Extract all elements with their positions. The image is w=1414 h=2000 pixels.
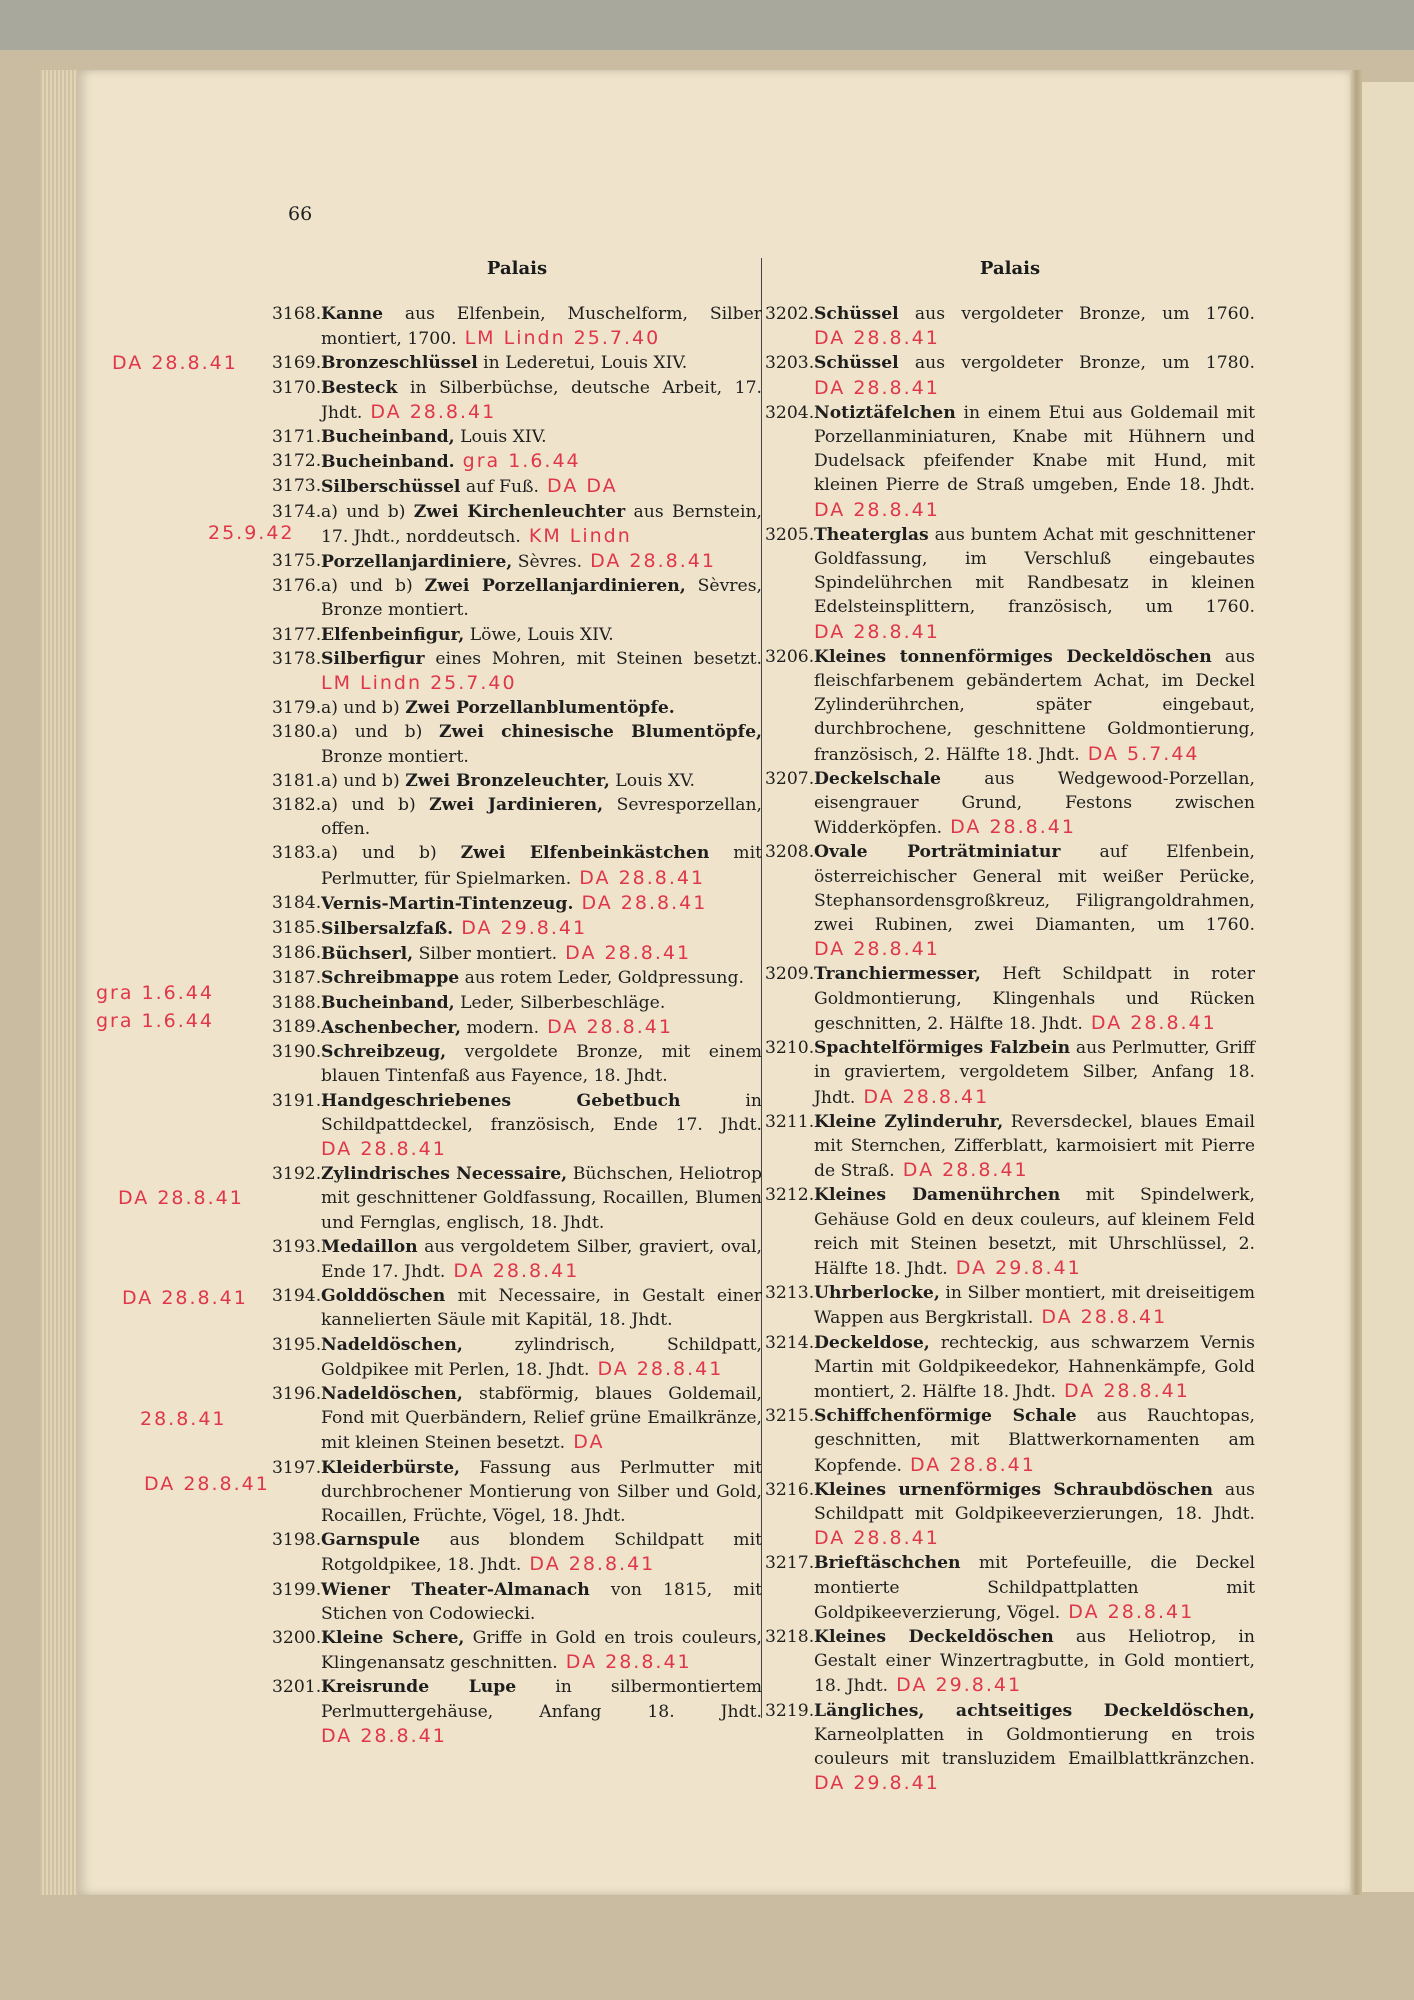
entry-number: 3175. — [272, 551, 322, 572]
entry-number: 3203. — [765, 353, 815, 374]
entry-number: 3168. — [272, 304, 322, 324]
entry-description: in Silberbüchse, deutsche Arbeit, 17. Jhdt. — [321, 377, 762, 423]
handwritten-annotation: DA 28.8.41 — [589, 1357, 724, 1380]
entry-description: aus Heliotrop, in Gestalt einer Winzertragbutte, in Gold montiert, 18. Jhdt. — [814, 1626, 1255, 1697]
handwritten-annotation: DA 28.8.41 — [814, 327, 940, 350]
entry-title: Spachtelförmiges Falzbein — [814, 1038, 1071, 1059]
entry-description: Silber montiert. — [413, 944, 558, 965]
entry-number: 3173. — [272, 476, 322, 497]
handwritten-annotation: DA 28.8.41 — [582, 550, 716, 573]
catalogue-entry — [272, 574, 762, 622]
catalogue-entry — [765, 962, 1255, 1036]
entry-title: Medaillon — [321, 1236, 418, 1257]
entry-title: Golddöschen — [321, 1286, 446, 1307]
catalogue-entry — [765, 767, 1255, 841]
catalogue-entry — [272, 1015, 762, 1040]
entry-number: 3200. — [272, 1627, 322, 1648]
entry-number: 3184. — [272, 892, 322, 913]
entry-title: Silberschüssel — [321, 477, 461, 498]
catalogue-entry — [272, 941, 762, 966]
catalogue-entry — [765, 1551, 1255, 1625]
handwritten-annotation: DA 28.8.41 — [521, 1553, 656, 1576]
handwritten-annotation: LM Lindn 25.7.40 — [321, 672, 517, 695]
catalogue-entry — [272, 474, 762, 499]
entry-number: 3197. — [272, 1457, 322, 1478]
handwritten-annotation: DA 28.8.41 — [1033, 1306, 1168, 1329]
entry-title: Wiener Theater-Almanach — [321, 1579, 590, 1600]
entry-number: 3207. — [765, 768, 815, 789]
entry-title: Nadeldöschen, — [321, 1334, 463, 1355]
entry-number: 3193. — [272, 1236, 322, 1257]
margin-annotation: DA 28.8.41 — [144, 1473, 270, 1495]
entry-description: modern. — [461, 1017, 540, 1038]
entry-title: Kreisrunde Lupe — [321, 1677, 517, 1698]
entry-title: Schreibzeug, — [321, 1042, 447, 1063]
handwritten-annotation: DA 28.8.41 — [539, 1015, 673, 1038]
handwritten-annotation: DA 28.8.41 — [557, 1651, 692, 1674]
entry-title: Handgeschriebenes Gebetbuch — [321, 1090, 681, 1111]
catalogue-entry — [765, 840, 1255, 962]
entry-description: a) und b) Zwei Porzellanblumentöpfe. — [321, 698, 675, 719]
catalogue-entry — [272, 425, 762, 449]
entry-description: a) und b) Zwei Bronzeleuchter, Louis XV. — [321, 770, 696, 791]
catalogue-entry — [272, 647, 762, 696]
margin-annotation: 28.8.41 — [140, 1408, 227, 1430]
catalogue-entry — [272, 1382, 762, 1456]
entry-number: 3190. — [272, 1042, 322, 1063]
entry-title: Bucheinband, — [321, 427, 455, 448]
entry-number: 3196. — [272, 1383, 322, 1404]
entry-number: 3208. — [765, 842, 815, 863]
handwritten-annotation: DA 28.8.41 — [894, 1159, 1029, 1182]
entry-description: Löwe, Louis XIV. — [464, 624, 614, 645]
entry-title: Bucheinband, — [321, 992, 455, 1013]
entry-description: aus Perlmutter, Griff in graviertem, vergoldetem Silber, Anfang 18. Jhdt. — [814, 1038, 1256, 1108]
entry-number: 3178. — [272, 648, 322, 669]
entry-number: 3180. — [272, 722, 322, 743]
margin-annotation: 25.9.42 — [208, 522, 295, 544]
entry-description: Leder, Silberbeschläge. — [454, 992, 666, 1013]
handwritten-annotation: DA 28.8.41 — [814, 1527, 940, 1550]
handwritten-annotation: DA 28.8.41 — [362, 400, 497, 423]
catalogue-entry — [765, 1699, 1255, 1797]
entry-description: in silbermontiertem Perlmuttergehäuse, Anfang 18. Jhdt. — [321, 1677, 762, 1722]
entry-title: Schreibmappe — [321, 968, 460, 989]
entry-description: in Schildpattdeckel, französisch, Ende 17. Jhdt. — [321, 1090, 762, 1135]
handwritten-annotation: KM Lindn — [520, 524, 632, 547]
handwritten-annotation: DA — [565, 1431, 605, 1454]
catalogue-entry — [765, 1478, 1255, 1552]
catalogue-entry — [272, 966, 762, 990]
catalogue-entry — [272, 891, 762, 916]
entry-number: 3205. — [765, 524, 815, 545]
catalogue-entry — [272, 916, 762, 941]
handwritten-annotation: DA 28.8.41 — [814, 498, 940, 521]
entry-number: 3186. — [272, 943, 322, 964]
entry-description: aus Rauchtopas, geschnitten, mit Blattwerkornamenten am Kopfende. — [814, 1406, 1255, 1476]
entry-number: 3198. — [272, 1530, 322, 1551]
catalogue-entry — [272, 1456, 762, 1529]
entry-description: aus vergoldeter Bronze, um 1780. — [898, 353, 1255, 374]
entry-title: Kleines urnenförmiges Schraubdöschen — [814, 1479, 1214, 1500]
entry-title: Garnspule — [321, 1530, 421, 1551]
catalogue-entry — [272, 1162, 762, 1235]
entry-description: rechteckig, aus schwarzem Vernis Martin mit Goldpikeedekor, Hahnenkämpfe, Gold montiert, 2. Hälfte 18. Jhdt. — [814, 1332, 1255, 1402]
entry-description: Griffe in Gold en trois couleurs, Klingenansatz geschnitten. — [321, 1627, 762, 1674]
handwritten-annotation: DA 29.8.41 — [453, 917, 588, 940]
entry-description: Reversdeckel, blaues Email mit Sternchen, Zifferblatt, karmoisiert mit Pierre de Straß. — [814, 1111, 1255, 1182]
catalogue-entry — [765, 1281, 1255, 1330]
handwritten-annotation: DA DA — [538, 475, 618, 498]
entry-description: auf Elfenbein, österreichischer General mit weißer Perücke, Stephansordensgroßkreuz, Filigrangoldrahmen, zwei Rubinen, zwei Diamanten, um 1760. — [814, 842, 1255, 936]
catalogue-entry — [765, 351, 1255, 400]
catalogue-entry — [272, 449, 762, 474]
entry-description: Fassung aus Perlmutter mit durchbrochener Montierung von Silber und Gold, Rocaillen, Früchte, Vögel, 18. Jhdt. — [321, 1457, 762, 1526]
catalogue-entry — [272, 841, 762, 890]
entry-description: in einem Etui aus Goldemail mit Porzellanminiaturen, Knabe mit Hühnern und Dudelsack pfeifender Knabe mit Hund, mit kleinen Pierre de Straß umgeben, Ende 18. Jhdt. — [814, 402, 1255, 496]
entry-number: 3192. — [272, 1164, 322, 1185]
handwritten-annotation: DA 28.8.41 — [321, 1137, 447, 1160]
entry-number: 3216. — [765, 1479, 815, 1500]
entry-title: Porzellanjardiniere, — [321, 552, 513, 573]
entry-title: Bucheinband. — [321, 452, 455, 473]
entry-title: Notiztäfelchen — [814, 402, 956, 423]
catalogue-entry — [765, 1183, 1255, 1281]
entry-title: Kleine Zylinderuhr, — [814, 1111, 1004, 1132]
entry-number: 3215. — [765, 1406, 815, 1427]
entry-description: stabförmig, blaues Goldemail, Fond mit Querbändern, Relief grüne Emailkränze, mit kleinen Steinen besetzt. — [321, 1383, 762, 1454]
catalogue-entry — [272, 1089, 762, 1163]
catalogue-entry — [765, 523, 1255, 645]
entry-description: mit Portefeuille, die Deckel montierte Schildpattplatten mit Goldpikeeverzierung, Vögel. — [814, 1553, 1255, 1623]
catalogue-entry — [765, 1625, 1255, 1699]
entry-number: 3176. — [272, 576, 322, 597]
entry-number: 3181. — [272, 770, 322, 791]
catalogue-entry — [272, 351, 762, 375]
entry-number: 3199. — [272, 1579, 322, 1600]
entry-description: eines Mohren, mit Steinen besetzt. — [424, 648, 762, 669]
entry-description: aus blondem Schildpatt mit Rotgoldpikee, 18. Jhdt. — [321, 1530, 762, 1576]
catalogue-entry — [272, 549, 762, 574]
handwritten-annotation: DA 28.8.41 — [814, 376, 940, 399]
entry-number: 3187. — [272, 968, 322, 989]
entry-title: Theaterglas — [814, 524, 929, 545]
entry-description: aus vergoldeter Bronze, um 1760. — [898, 304, 1255, 324]
entry-title: Kleines Damenührchen — [814, 1185, 1061, 1206]
catalogue-entry — [765, 1404, 1255, 1478]
entry-description: aus Elfenbein, Muschelform, Silber montiert, 1700. — [321, 304, 762, 350]
catalogue-entry — [765, 1331, 1255, 1405]
handwritten-annotation: gra 1.6.44 — [454, 450, 581, 473]
catalogue-entry — [272, 1235, 762, 1284]
entry-title: Aschenbecher, — [321, 1017, 462, 1038]
handwritten-annotation: DA 28.8.41 — [942, 816, 1076, 839]
handwritten-annotation: DA 28.8.41 — [1082, 1011, 1217, 1034]
entry-title: Uhrberlocke, — [814, 1283, 940, 1304]
entry-number: 3211. — [765, 1111, 815, 1132]
entry-title: Bronzeschlüssel — [321, 353, 478, 374]
entry-title: Schüssel — [814, 353, 899, 374]
entry-description: aus Wedgewood-Porzellan, eisengrauer Grund, Festons zwischen Widderköpfen. — [814, 768, 1255, 839]
entry-description: in Lederetui, Louis XIV. — [477, 353, 688, 374]
entry-description: a) und b) Zwei chinesische Blumentöpfe, Bronze montiert. — [321, 722, 762, 767]
entry-title: Elfenbeinfigur, — [321, 624, 465, 645]
entry-number: 3210. — [765, 1038, 815, 1059]
entry-description: a) und b) Zwei Porzellanjardinieren, Sèvres, Bronze montiert. — [321, 576, 762, 621]
handwritten-annotation: DA 28.8.41 — [571, 866, 706, 889]
entry-number: 3191. — [272, 1090, 322, 1111]
entry-title: Schüssel — [814, 304, 899, 324]
entry-title: Deckelschale — [814, 768, 941, 789]
entry-description: Büchschen, Heliotrop mit geschnittener Goldfassung, Rocaillen, Blumen und Fernglas, englisch, 18. Jhdt. — [321, 1164, 762, 1233]
entry-number: 3182. — [272, 795, 322, 816]
left-column-title: Palais — [486, 258, 548, 279]
entry-number: 3204. — [765, 402, 815, 423]
catalogue-entry — [272, 1333, 762, 1382]
entry-description: von 1815, mit Stichen von Codowiecki. — [321, 1579, 762, 1624]
catalogue-entry — [765, 645, 1255, 767]
entry-number: 3170. — [272, 377, 322, 398]
margin-annotation: gra 1.6.44 — [96, 982, 214, 1004]
entry-description: aus vergoldetem Silber, graviert, oval, Ende 17. Jhdt. — [321, 1236, 762, 1282]
catalogue-entry — [272, 720, 762, 768]
catalogue-entry — [272, 623, 762, 647]
entry-number: 3206. — [765, 646, 815, 667]
catalogue-entry — [272, 1284, 762, 1332]
entry-description: a) und b) Zwei Jardinieren, Sevresporzellan, offen. — [321, 795, 762, 840]
entry-description: aus buntem Achat mit geschnittener Goldfassung, im Verschluß eingebautes Spindelührchen mit Randbesatz in kleinen Edelsteinsplittern, französisch, um 1760. — [814, 524, 1255, 618]
handwritten-annotation: DA 28.8.41 — [573, 891, 708, 914]
handwritten-annotation: DA 28.8.41 — [1055, 1379, 1190, 1402]
entry-number: 3218. — [765, 1626, 815, 1647]
entry-number: 3209. — [765, 964, 815, 985]
entry-description: Sèvres. — [512, 552, 583, 573]
facing-page-edge — [1362, 82, 1414, 1892]
catalogue-entry — [272, 500, 762, 549]
left-entries — [272, 302, 762, 1749]
entry-number: 3213. — [765, 1283, 815, 1304]
entry-description: a) und b) Zwei Kirchenleuchter aus Bernstein, 17. Jhdt., norddeutsch. — [321, 501, 762, 547]
catalogue-entry — [272, 793, 762, 841]
entry-description: in Silber montiert, mit dreiseitigem Wappen aus Bergkristall. — [814, 1283, 1255, 1329]
entry-number: 3214. — [765, 1332, 815, 1353]
entry-title: Zylindrisches Necessaire, — [321, 1164, 568, 1185]
entry-title: Kleines tonnenförmiges Deckeldöschen — [814, 646, 1212, 667]
page-number: 66 — [288, 203, 313, 225]
handwritten-annotation: DA 29.8.41 — [814, 1772, 940, 1795]
entry-number: 3177. — [272, 624, 322, 645]
entry-title: Silbersalzfaß. — [321, 919, 454, 940]
entry-number: 3194. — [272, 1286, 322, 1307]
entry-description: vergoldete Bronze, mit einem blauen Tintenfaß aus Fayence, 18. Jhdt. — [321, 1042, 762, 1087]
catalogue-entry — [272, 769, 762, 793]
catalogue-entry — [272, 1675, 762, 1749]
entry-description: mit Spindelwerk, Gehäuse Gold en deux couleurs, auf kleinem Feld reich mit Steinen besetzt, mit Uhrschlüssel, 2. Hälfte 18. Jhdt. — [814, 1185, 1256, 1279]
entry-number: 3188. — [272, 992, 322, 1013]
handwritten-annotation: DA 29.8.41 — [888, 1674, 1023, 1697]
entry-description: auf Fuß. — [460, 477, 539, 498]
entry-title: Kleines Deckeldöschen — [814, 1626, 1054, 1647]
entry-title: Ovale Porträtminiatur — [814, 842, 1061, 863]
handwritten-annotation: DA 28.8.41 — [814, 938, 940, 961]
handwritten-annotation: DA 28.8.41 — [901, 1453, 1036, 1476]
entry-description: aus rotem Leder, Goldpressung. — [459, 968, 744, 989]
entry-title: Schiffchenförmige Schale — [814, 1406, 1077, 1427]
entry-title: Nadeldöschen, — [321, 1383, 463, 1404]
margin-annotation: DA 28.8.41 — [118, 1187, 244, 1209]
entry-title: Kleine Schere, — [321, 1627, 465, 1648]
right-entries — [765, 302, 1255, 1796]
entry-title: Deckeldose, — [814, 1332, 930, 1353]
handwritten-annotation: DA 28.8.41 — [445, 1259, 580, 1282]
catalogue-entry — [765, 1110, 1255, 1184]
handwritten-annotation: DA 5.7.44 — [1079, 742, 1200, 765]
entry-title: Silberfigur — [321, 648, 425, 669]
handwritten-annotation: DA 28.8.41 — [321, 1724, 447, 1747]
entry-number: 3202. — [765, 304, 815, 324]
handwritten-annotation: DA 28.8.41 — [855, 1085, 990, 1108]
margin-annotation: DA 28.8.41 — [122, 1287, 248, 1309]
entry-description: mit Necessaire, in Gestalt einer kannelierten Säule mit Kapitäl, 18. Jhdt. — [321, 1286, 762, 1331]
catalogue-entry — [272, 991, 762, 1015]
handwritten-annotation: DA 28.8.41 — [1060, 1600, 1195, 1623]
catalogue-entry — [272, 1626, 762, 1675]
entry-number: 3183. — [272, 843, 322, 864]
entry-description: a) und b) Zwei Elfenbeinkästchen mit Perlmutter, für Spielmarken. — [321, 843, 762, 889]
entry-description: aus Schildpatt mit Goldpikeeverzierungen, 18. Jhdt. — [814, 1479, 1256, 1524]
catalogue-entry — [272, 302, 762, 351]
margin-annotation: gra 1.6.44 — [96, 1010, 214, 1032]
catalogue-entry — [272, 1040, 762, 1088]
entry-number: 3219. — [765, 1700, 815, 1721]
catalogue-entry — [272, 1578, 762, 1626]
entry-title: Vernis-Martin-Tintenzeug. — [321, 893, 574, 914]
catalogue-entry — [272, 696, 762, 720]
entry-number: 3195. — [272, 1334, 322, 1355]
catalogue-entry — [765, 1036, 1255, 1110]
catalogue-entry — [272, 376, 762, 425]
handwritten-annotation: LM Lindn 25.7.40 — [456, 327, 661, 350]
entry-number: 3171. — [272, 427, 322, 448]
entry-title: Brieftäschchen — [814, 1553, 961, 1574]
entry-number: 3172. — [272, 451, 322, 472]
entry-number: 3189. — [272, 1016, 322, 1037]
handwritten-annotation: DA 29.8.41 — [947, 1256, 1082, 1279]
entry-title: Tranchiermesser, — [814, 964, 981, 985]
entry-description: Karneolplatten in Goldmontierung en trois couleurs mit transluzidem Emailblattkränzchen. — [814, 1724, 1255, 1769]
entry-title: Kanne — [321, 304, 384, 324]
entry-number: 3185. — [272, 918, 322, 939]
entry-description: zylindrisch, Schildpatt, Goldpikee mit Perlen, 18. Jhdt. — [321, 1334, 762, 1380]
handwritten-annotation: DA 28.8.41 — [557, 942, 692, 965]
entry-number: 3212. — [765, 1185, 815, 1206]
entry-title: Besteck — [321, 377, 398, 398]
catalogue-entry — [765, 302, 1255, 351]
entry-number: 3169. — [272, 353, 322, 374]
handwritten-annotation: DA 28.8.41 — [814, 620, 940, 643]
entry-number: 3201. — [272, 1677, 322, 1698]
entry-description: aus fleischfarbenem gebändertem Achat, im Deckel Zylinderührchen, später eingebaut, durchbrochene, geschnittene Goldmontierung, französisch, 2. Hälfte 18. Jhdt. — [814, 646, 1255, 765]
entry-title: Längliches, achtseitiges Deckeldöschen, — [814, 1700, 1255, 1721]
entry-number: 3179. — [272, 698, 322, 719]
entry-title: Büchserl, — [321, 944, 414, 965]
margin-annotation: DA 28.8.41 — [112, 352, 238, 374]
entry-description: Louis XIV. — [454, 427, 547, 448]
entry-number: 3174. — [272, 501, 322, 522]
entry-description: Heft Schildpatt in roter Goldmontierung, Klingenhals und Rücken geschnitten, 2. Hälfte 18. Jhdt. — [814, 964, 1255, 1034]
right-column-title: Palais — [979, 258, 1041, 279]
page-edge — [1350, 70, 1362, 1895]
entry-title: Kleiderbürste, — [321, 1457, 461, 1478]
catalogue-entry — [272, 1528, 762, 1577]
catalogue-entry — [765, 401, 1255, 523]
entry-number: 3217. — [765, 1553, 815, 1574]
